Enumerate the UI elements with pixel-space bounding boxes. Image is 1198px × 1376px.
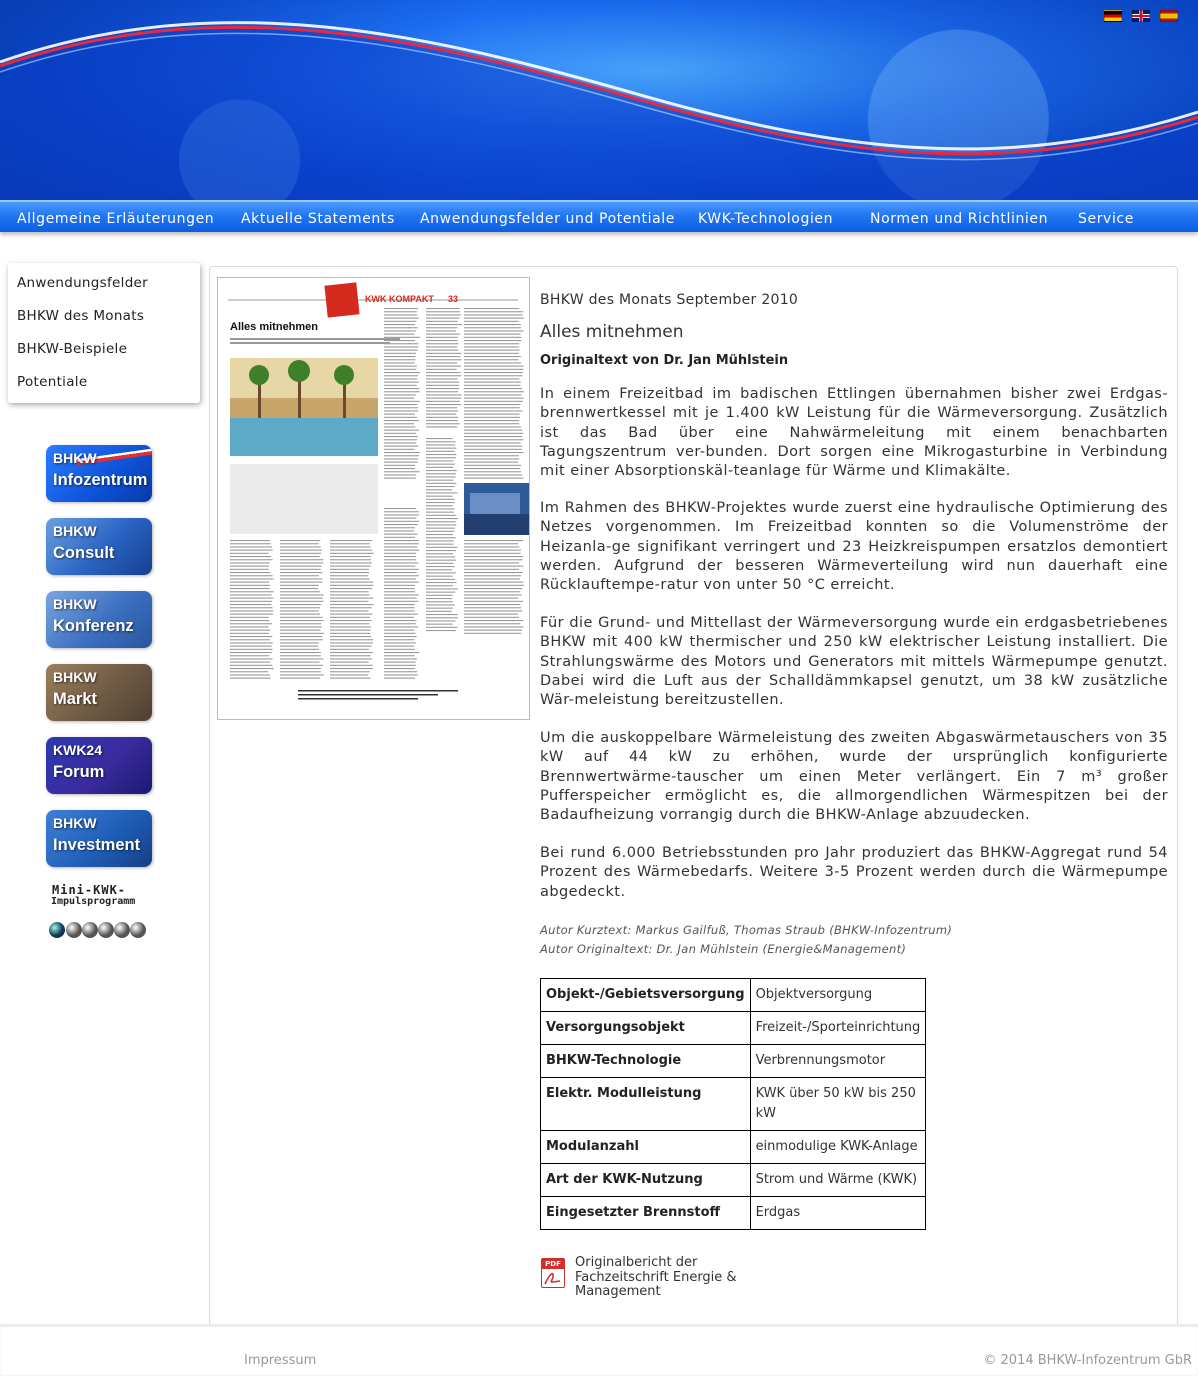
tile-bhkw-consult[interactable] [46,518,152,575]
table-key-cell: Versorgungsobjekt [541,1012,751,1045]
thumb-header-text: KWK KOMPAKT [365,294,434,304]
article-paragraph: Für die Grund- und Mittellast der Wärmeversorgung wurde ein erdgasbetriebenes BHKW mit 400 kW thermischer und 250 kW elektrischer Leistung installiert. Die Strahlungswärme des Motors und Generators mit mittels Wärmepumpe genutzt. Dabei wird die Luft aus der Schalldämmkapsel genutzt, um 38 kW zusätzliche Wär-meleistung bereitzustellen. [540,615,1168,709]
tile-label-line2: Infozentrum [53,471,148,489]
pdf-link-text[interactable]: Originalbericht der Fachzeitschrift Energie & Management [575,1255,737,1299]
language-switcher [1104,10,1178,22]
tile-mini-kwk-impulsprogramm[interactable] [48,883,154,940]
table-key-cell: Modulanzahl [541,1131,751,1164]
table-row [541,1131,926,1164]
sidebar-item-bhkw-beispiele[interactable]: BHKW-Beispiele [17,341,128,357]
table-key-cell: Elektr. Modulleistung [541,1078,751,1131]
article-paragraph: Um die auskoppelbare Wärmeleistung des zweiten Abgaswärmetauschers von 35 kW auf 44 kW zu erhöhen, wurde der ursprünglich konfigurierte Brennwertwärme-tauscher um einen Meter verlängert. Ein 7 m³ großer Pufferspeicher ermöglicht es, die allmorgendlichen Wärmespitzen bei der Badaufheizung vorrangig durch die BHKW-Anlage abzuudecken. [540,730,1168,824]
sidebar-submenu [8,263,200,403]
pdf-download-link[interactable] [540,1256,770,1300]
table-value-cell: KWK über 50 kW bis 250 kW [750,1078,926,1131]
nav-item-normen-richtlinien[interactable]: Normen und Richtlinien [870,211,1049,227]
sidebar-item-anwendungsfelder[interactable]: Anwendungsfelder [17,275,149,291]
thumb-headline: Alles mitnehmen [230,321,319,333]
header-banner [0,0,1198,200]
article-original-author: Originaltext von Dr. Jan Mühlstein [540,353,789,368]
pdf-icon[interactable] [541,1258,565,1288]
article-paragraph: In einem Freizeitbad im badischen Ettlingen übernahmen bisher zwei Erdgas-brennwertkessel mit je 1.400 kW Leistung für die Wärmeversorgung. Zusätzlich ist das Bad über eine Nahwärmeleitung mit einem benachbarten Tagungszentrum ver-bunden. Dort sorgen eine Mikrogasturbine in Verbindung mit einer Absorptionskäl-teanlage für Wärme und Klimakälte. [540,386,1168,480]
article [540,292,1168,956]
tile-label-line2: Impulsprogramm [51,896,136,907]
project-facts-table [540,978,926,1230]
tile-label-line2: Konferenz [53,617,134,635]
footer [0,1324,1198,1376]
table-value-cell: Erdgas [750,1197,926,1230]
tile-kwk24-forum[interactable] [46,737,152,794]
acrobat-swirl-icon [542,1269,564,1287]
table-value-cell: Freizeit-/Sporteinrichtung [750,1012,926,1045]
tile-label-line2: Markt [53,690,98,708]
nav-item-allgemeine-erlaeuterungen[interactable]: Allgemeine Erläuterungen [17,211,215,227]
tile-label-line2: Investment [53,836,141,854]
tile-bhkw-infozentrum[interactable] [46,445,152,502]
tile-label-line1: Mini-KWK- [52,883,127,897]
german-flag-icon[interactable] [1104,10,1122,22]
newton-cradle-icon [48,916,154,940]
tile-label-line1: BHKW [53,523,97,539]
nav-item-aktuelle-statements[interactable]: Aktuelle Statements [241,211,395,227]
sidebar-item-potentiale[interactable]: Potentiale [17,374,88,390]
tile-label-line2: Consult [53,544,115,562]
english-flag-icon[interactable] [1132,10,1150,22]
table-key-cell: BHKW-Technologie [541,1045,751,1078]
table-row [541,1045,926,1078]
table-row [541,1197,926,1230]
tile-label-line2: Forum [53,763,105,781]
table-value-cell: Strom und Wärme (KWK) [750,1164,926,1197]
nav-item-kwk-technologien[interactable]: KWK-Technologien [698,211,834,227]
tile-label-line1: KWK24 [53,742,103,758]
table-value-cell: Objektversorgung [750,979,926,1012]
table-row [541,1078,926,1131]
copyright-text: © 2014 BHKW-Infozentrum GbR [983,1353,1192,1368]
nav-item-service[interactable]: Service [1078,211,1134,227]
article-title: Alles mitnehmen [540,322,684,342]
article-paragraph: Im Rahmen des BHKW-Projektes wurde zuerst eine hydraulische Optimierung des Netzes vorgenommen. Im Freizeitbad konnten so die Volumenströme der Heizanla-ge signifikant verringert und 23 Heizkreispumpen ersatzlos demontiert werden. Aufgrund der besseren Wärmeverteilung wird nun dauerhaft eine Rücklauftempe-ratur von unter 50 °C erreicht. [540,500,1168,594]
magazine-page-image [218,278,530,720]
table-key-cell: Art der KWK-Nutzung [541,1164,751,1197]
tile-bhkw-investment[interactable] [46,810,152,867]
sidebar-item-bhkw-des-monats[interactable]: BHKW des Monats [17,308,145,324]
main-navigation [0,200,1198,232]
tile-bhkw-konferenz[interactable] [46,591,152,648]
tile-label-line1: BHKW [53,669,97,685]
article-thumbnail[interactable] [217,277,530,720]
pdf-icon-label: PDF [541,1259,565,1269]
thumb-page-number: 33 [448,294,459,304]
author-original-text: Autor Originaltext: Dr. Jan Mühlstein (Energie&Management) [540,942,907,956]
table-row [541,979,926,1012]
banner-swoosh [0,0,1198,200]
spanish-flag-icon[interactable] [1160,10,1178,22]
table-value-cell: einmodulige KWK-Anlage [750,1131,926,1164]
tile-label-line1: BHKW [53,596,97,612]
article-month-heading: BHKW des Monats September 2010 [540,292,799,308]
tile-bhkw-markt[interactable] [46,664,152,721]
table-key-cell: Objekt-/Gebietsversorgung [541,979,751,1012]
table-row [541,1012,926,1045]
author-short-text: Autor Kurztext: Markus Gailfuß, Thomas Straub (BHKW-Infozentrum) [540,923,953,937]
tile-label-line1: BHKW [53,450,97,466]
tile-label-line1: BHKW [53,815,97,831]
table-value-cell: Verbrennungsmotor [750,1045,926,1078]
nav-item-anwendungsfelder[interactable]: Anwendungsfelder und Potentiale [420,211,675,227]
table-row [541,1164,926,1197]
impressum-link[interactable]: Impressum [244,1353,317,1368]
table-key-cell: Eingesetzter Brennstoff [541,1197,751,1230]
article-paragraph: Bei rund 6.000 Betriebsstunden pro Jahr produziert das BHKW-Aggregat rund 54 Prozent des Wärmebedarfs. Weitere 3-5 Prozent werden durch die Wärmepumpe abgedeckt. [540,845,1168,900]
